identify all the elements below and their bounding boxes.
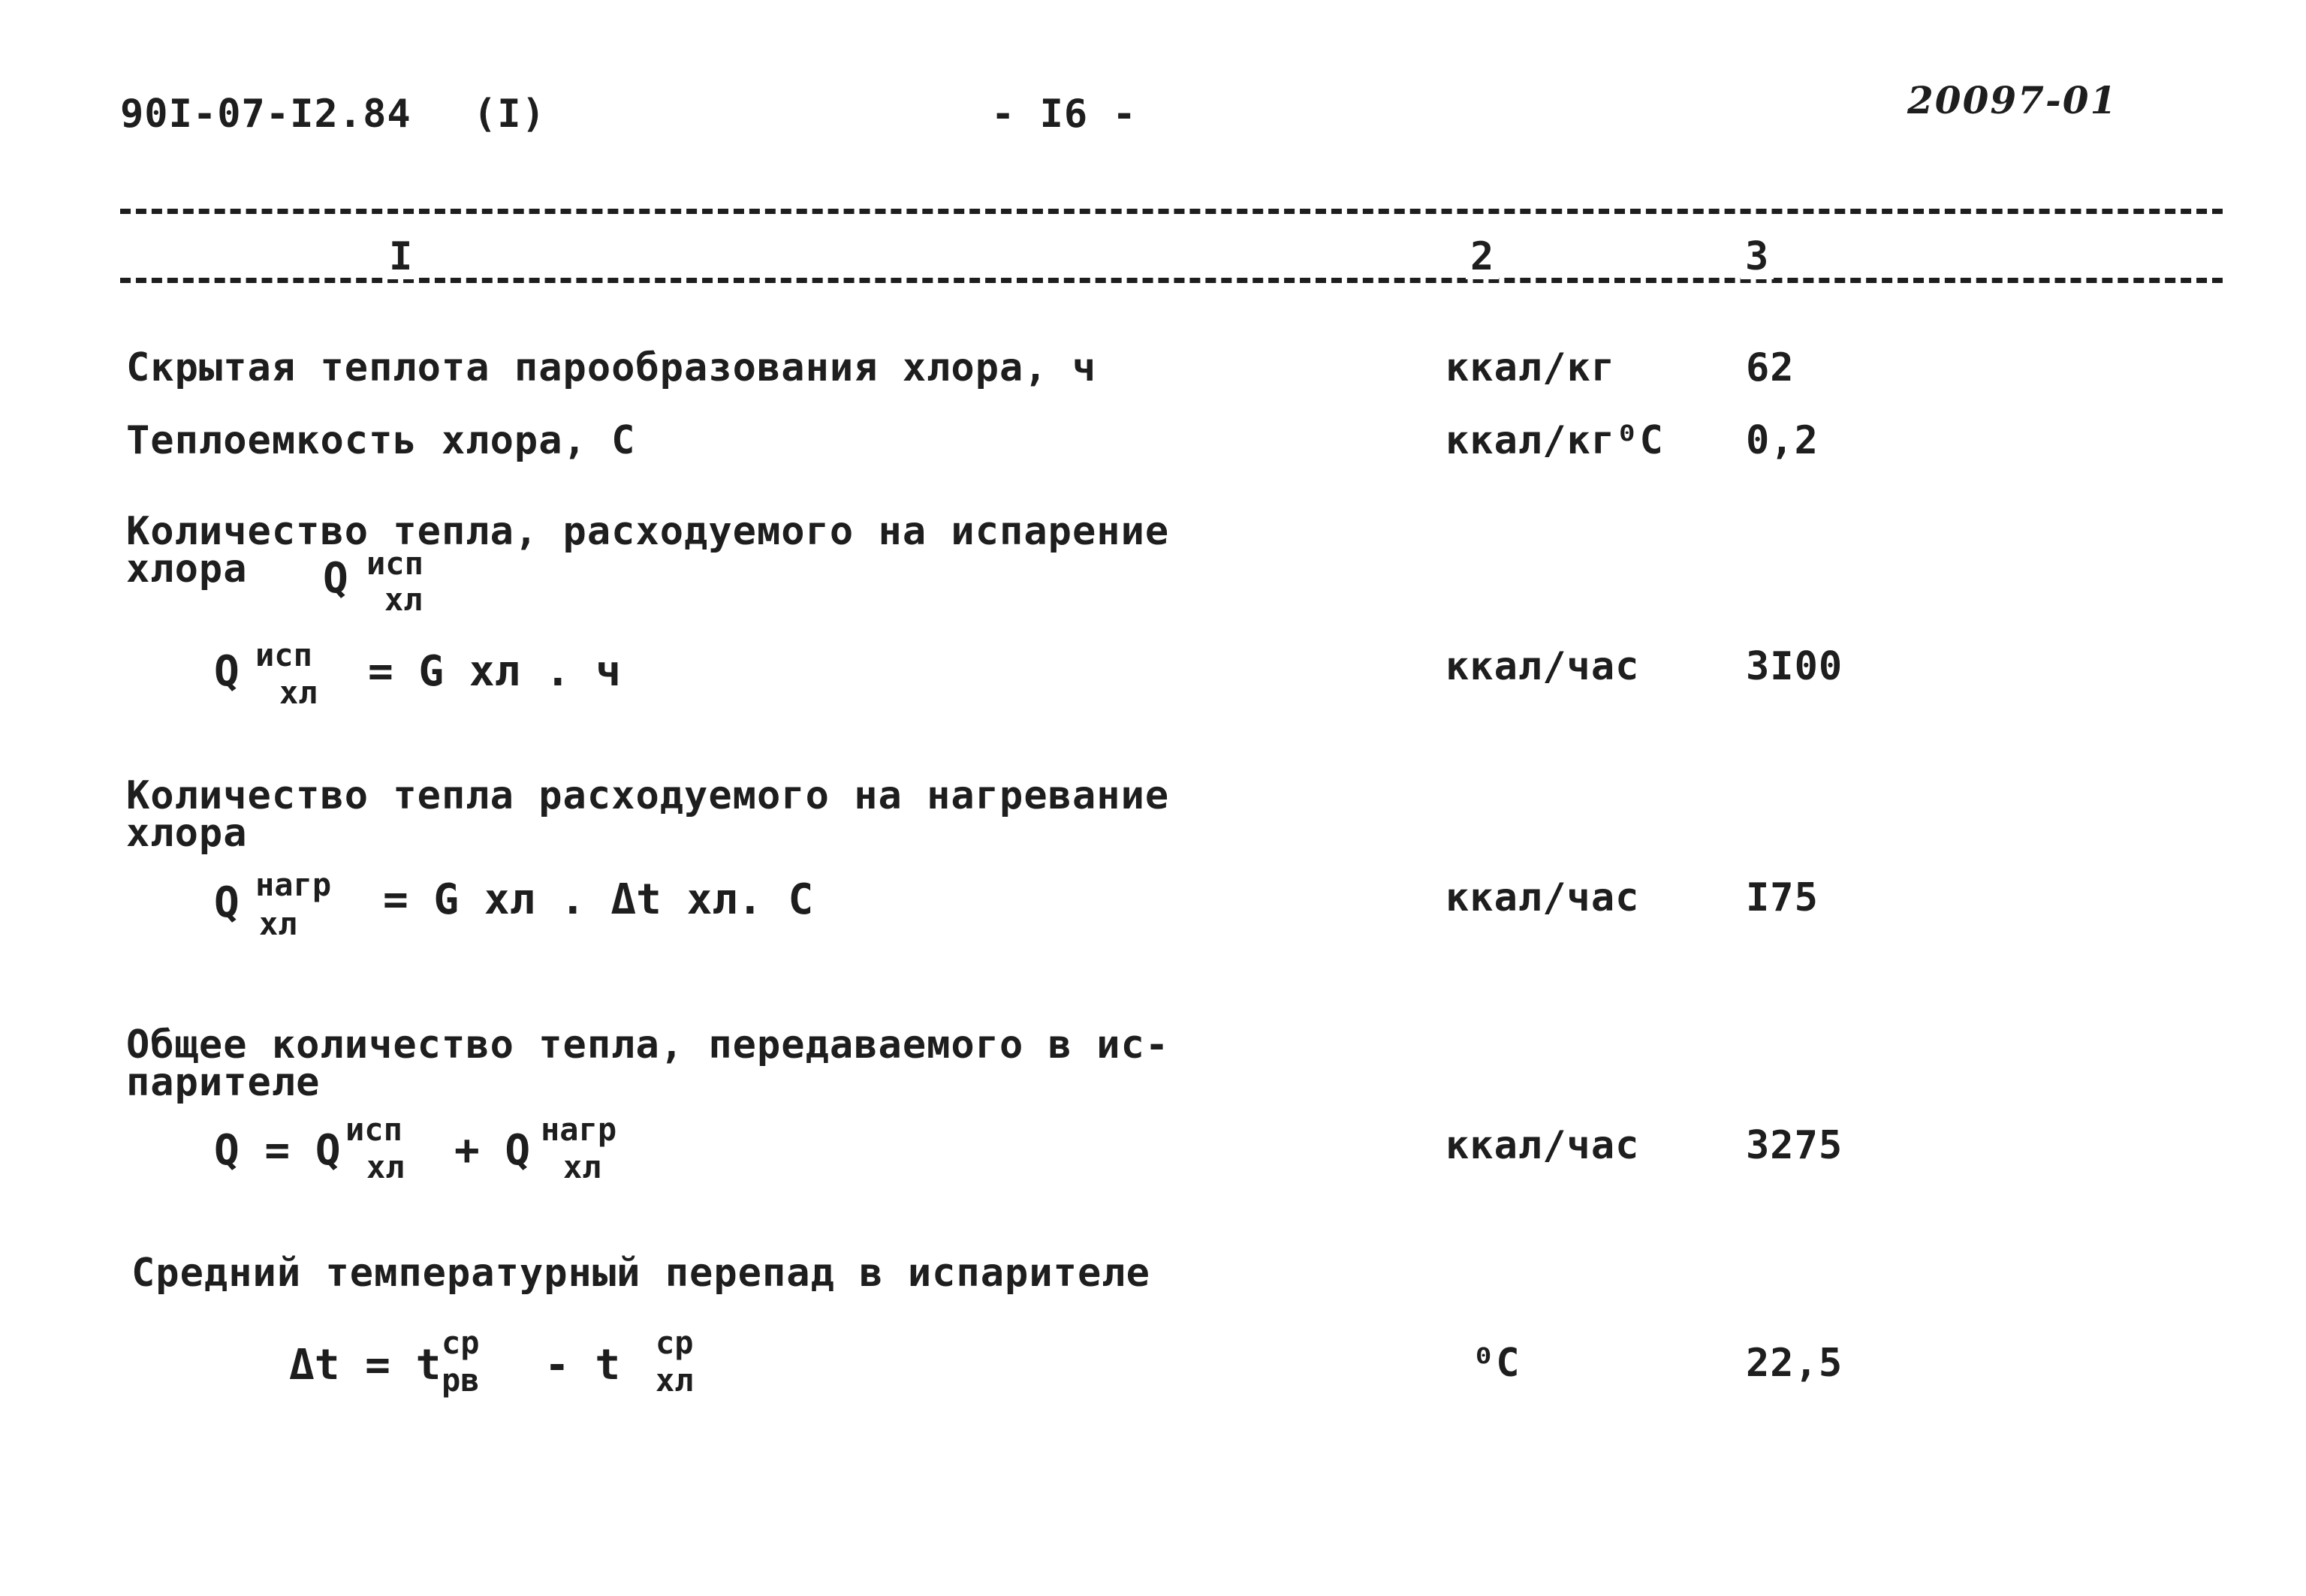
handwritten-stamp: 20097-01 (1907, 78, 2118, 122)
formula-temp-subscript-2: хл (656, 1362, 694, 1399)
formula-total-lhs: Q = Q (214, 1126, 341, 1175)
formula-temp-superscript-2: ср (656, 1324, 694, 1361)
formula-temp-superscript-1: ср (442, 1324, 480, 1361)
row-latent-heat-unit: ккал/кг (1445, 345, 1616, 390)
formula-evap-q: Q (214, 647, 240, 696)
column-3-header: 3 (1741, 234, 1774, 279)
page-number: - I6 - (991, 92, 1137, 137)
symbol-q-subscript: хл (384, 581, 423, 618)
row-heating-unit: ккал/час (1445, 875, 1640, 920)
row-heating-text-line2: хлора (126, 811, 248, 856)
formula-total-subscript-1: хл (366, 1149, 405, 1185)
row-latent-heat-text: Скрытая теплота парообразования хлора, ч (126, 345, 1097, 390)
formula-evap-rhs: = G хл . ч (368, 647, 622, 696)
symbol-q: Q (323, 554, 348, 603)
row-total-text-line1: Общее количество тепла, передаваемого в ис- (126, 1022, 1170, 1068)
column-2-header: 2 (1466, 234, 1499, 279)
formula-heat-rhs: = G хл . Δt хл. С (383, 875, 814, 924)
formula-total-superscript-1: исп (345, 1111, 402, 1148)
table-header-rule (120, 278, 2223, 283)
row-temperature-unit: ⁰С (1472, 1341, 1521, 1386)
row-heat-capacity-text: Теплоемкость хлора, С (126, 418, 636, 463)
formula-temp-subscript-1: рв (442, 1362, 480, 1399)
row-latent-heat-value: 62 (1746, 345, 1795, 390)
row-evaporation-value: 3I00 (1746, 644, 1843, 689)
row-temperature-text: Средний температурный перепад в испарителе (131, 1251, 1150, 1296)
row-evaporation-text-line2: хлора (126, 547, 248, 592)
row-evaporation-unit: ккал/час (1445, 644, 1640, 689)
table-top-rule (120, 209, 2223, 214)
formula-total-mid: + Q (454, 1126, 531, 1175)
formula-heat-q: Q (214, 878, 240, 927)
symbol-q-superscript: исп (366, 545, 424, 582)
formula-evap-subscript: хл (279, 674, 318, 711)
row-heat-capacity-unit: ккал/кг⁰С (1445, 418, 1664, 463)
row-temperature-value: 22,5 (1746, 1341, 1843, 1386)
row-heating-value: I75 (1746, 875, 1819, 920)
row-evaporation-text-line1: Количество тепла, расходуемого на испарение (126, 509, 1170, 554)
row-heating-text-line1: Количество тепла расходуемого на нагревание (126, 773, 1170, 818)
row-total-unit: ккал/час (1445, 1123, 1640, 1168)
formula-temp-lhs: Δt = t (289, 1341, 442, 1390)
document-part: (I) (473, 92, 546, 137)
formula-total-superscript-2: нагр (541, 1111, 617, 1148)
formula-evap-superscript: исп (255, 637, 312, 673)
formula-heat-subscript: хл (259, 905, 297, 942)
column-1-header: I (384, 234, 417, 279)
formula-total-subscript-2: хл (563, 1149, 601, 1185)
formula-temp-mid: - t (544, 1341, 621, 1390)
formula-heat-superscript: нагр (255, 866, 332, 903)
row-total-text-line2: парителе (126, 1060, 321, 1105)
document-code: 90I-07-I2.84 (120, 92, 411, 137)
row-total-value: 3275 (1746, 1123, 1843, 1168)
row-heat-capacity-value: 0,2 (1746, 418, 1819, 463)
